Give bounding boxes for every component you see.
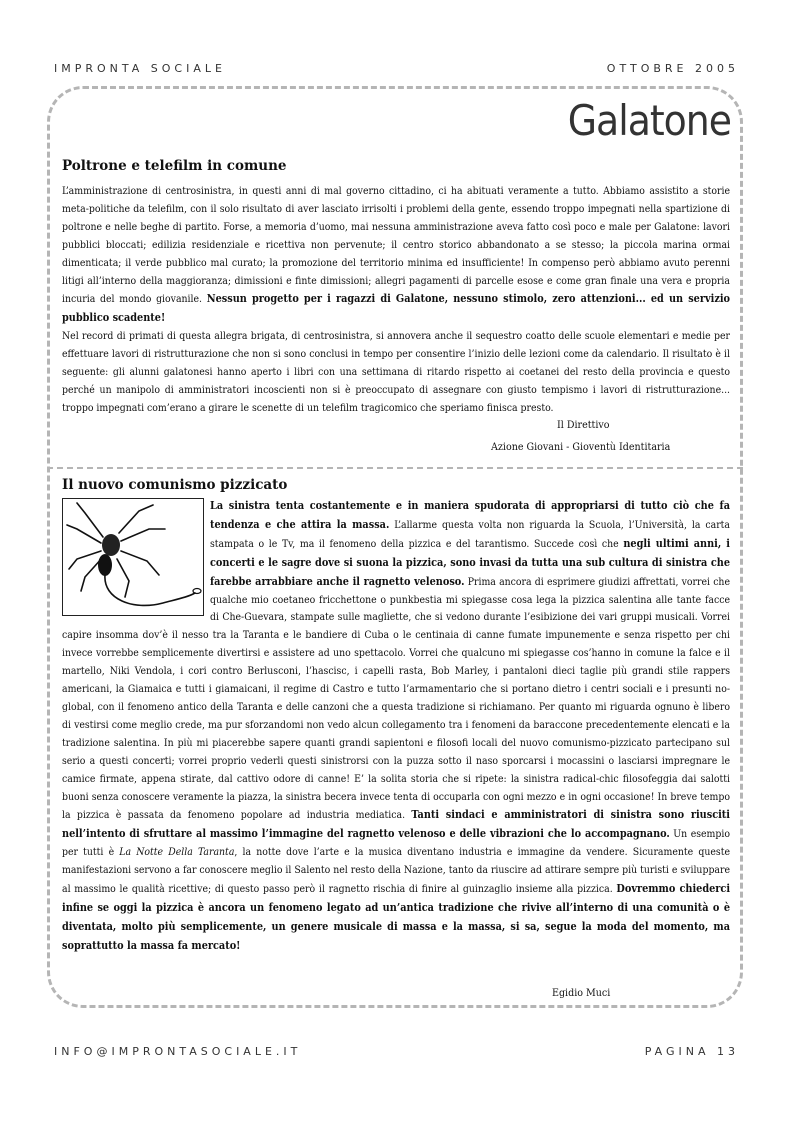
article2-bold-3: Tanti sindaci e amministratori di sinistra sono riusciti nell’intento di sfruttare al massimo l’immagine del ragnetto velenoso e delle vibrazioni che lo accompagnano. (62, 808, 730, 841)
article2-bold-2: negli ultimi anni, i concerti e le sagre dove si suona la pizzica, sono invasi da tutta una sub cultura di sinistra che farebbe arrabbiare anche il ragnetto velenoso. (210, 536, 730, 588)
article2-text-2: Prima ancora di esprimere giudizi affrettati, vorrei che qualche mio coetaneo fricchettone o punkbestia mi spiegasse cosa lega la pizzica salentina alle tante facce di Che-Guevara, stampate sulle magliette, che si vedono durante l’esibizione dei vari gruppi musicali. Vorrei capire insomma dov’è il nesso tra la Taranta e le bandiere di Cuba o le centinaia di canne fumate impunemente e senza rispetto per chi invece vorrebbe semplicemente divertirsi e assistere ad uno spettacolo. Vorrei che qualcuno mi spiegasse cos’hanno in comune la falce e il martello, Niki Vendola, i cori contro Berlusconi, l’hascisc, i capelli rasta, Bob Marley, i pantaloni dieci taglie più grandi stile rappers americani, la Giamaica e tutti i giamaicani, il regime di Castro e tutto l’armamentario che si portano dietro i centri sociali e i presunti no-global, con il fenomeno antico della Taranta e delle canzoni che a questa tradizione si richiamano. Per quanto mi riguarda ognuno è libero di vestirsi come meglio crede, ma pur sforzandomi non vedo alcun collegamento tra i fenomeni da baraccone precedentemente elencati e la tradizione salentina. In più mi piacerebbe sapere quanti grandi sapientoni e filosofi locali del nuovo comunismo-pizzicato partecipano sul serio a questi concerti; vorrei proprio vederli questi sinistrorsi con la puzza sotto il naso sporcarsi i mocassini o lasciarsi impregnare le camice firmate, appena stirate, dal cattivo odore di canne! E’ la solita storia che si ripete: la sinistra radical-chic filosofeggia dai salotti buoni senza conoscere veramente la piazza, la sinistra becera invece tenta di occuparla con ogni mezzo e in ogni occasione! In breve tempo la pizzica è passata da fenomeno popolare ad industria mediatica. (62, 575, 730, 822)
article2-text-4: , la notte dove l’arte e la musica diventano industria e immagine da vendere. Sicuramente queste manifestazioni servono a far conoscere meglio il Salento nel resto della Nazione, tanto da riuscire ad attirare sempre più turisti e sviluppare al massimo le qualità ricettive; di questo passo però il ragnetto rischia di finire al guinzaglio insieme alla pizzica. (62, 846, 730, 896)
spider-illustration (62, 498, 204, 616)
page-title: Galatone (567, 96, 731, 145)
publication-name: IMPRONTA SOCIALE (54, 62, 226, 75)
article1-p1: L’amministrazione di centrosinistra, in questi anni di mal governo cittadino, ci ha abituati veramente a tutto. Abbiamo assistito a storie meta-politiche da telefilm, con il solo risultato di aver lasciato irrisolti i problemi della gente, essendo troppo impegnati nella spartizione di poltrone e nelle beghe di partito. Forse, a memoria d’uomo, mai nessuna amministrazione aveva fatto così poco e male per Galatone: lavori pubblici bloccati; edilizia residenziale e ricettiva non pervenute; il centro storico abbandonato a se stesso; la piccola marina ormai dimenticata; il verde pubblico mal curato; la promozione del territorio minima ed insufficiente! In compenso però abbiamo avuto perenni litigi all’interno della maggioranza; dimissioni e finte dimissioni; allegri pagamenti di parcelle esose e come gran finale una vera e propria incuria del mondo giovanile. (62, 185, 730, 306)
article2-body (62, 497, 730, 956)
article2-bold-4: Dovremmo chiederci infine se oggi la pizzica è ancora un fenomeno legato ad un’antica tradizione che rivive all’interno di una comunità o è diventata, molto più semplicemente, un genere musicale di massa e la massa, si sa, segue la moda del momento, ma soprattutto la massa fa mercato! (62, 882, 731, 952)
article1-title: Poltrone e telefilm in comune (62, 158, 287, 174)
article1-signature-line2: Azione Giovani - Gioventù Identitaria (491, 441, 671, 453)
article2-author: Egidio Muci (552, 987, 611, 999)
article1-signature-line1: Il Direttivo (557, 419, 610, 431)
article2-title: Il nuovo comunismo pizzicato (62, 477, 288, 493)
issue-date: OTTOBRE 2005 (606, 62, 739, 75)
article2-text-3: Un esempio per tutti è (62, 828, 731, 859)
spider-icon (63, 499, 203, 615)
section-divider (47, 467, 743, 469)
article2-italic-title: La Notte Della Taranta (119, 846, 235, 859)
article1-body (62, 183, 730, 418)
article1-p1-bold: Nessun progetto per i ragazzi di Galatone, nessuno stimolo, zero attenzioni... ed un servizio pubblico scadente! (62, 292, 730, 325)
contact-email: INFO@IMPRONTASOCIALE.IT (54, 1045, 302, 1058)
page-number: PAGINA 13 (644, 1045, 739, 1058)
article2-lead-bold: La sinistra tenta costantemente e in maniera spudorata di appropriarsi di tutto ciò che fa tendenza e che attira la massa. (210, 499, 730, 531)
article2-text-1: L’allarme questa volta non riguarda la Scuola, l’Università, la carta stampata o le Tv, ma il fenomeno della pizzica e del tarantismo. Succede così che (210, 518, 730, 550)
article1-p2: Nel record di primati di questa allegra brigata, di centrosinistra, si annovera anche il sequestro coatto delle scuole elementari e medie per effettuare lavori di ristrutturazione che non si sono conclusi in tempo per consentire l’inizio delle lezioni come da calendario. Il risultato è il seguente: gli alunni galatonesi hanno aperto i libri con una settimana di ritardo rispetto ai coetanei del resto della provincia e questo perché un manipolo di amministratori incoscienti non si è preoccupato di assegnare con giusto tempismo i lavori di ristrutturazione... troppo impegnati com’erano a girare le scenette di un telefilm tragicomico che speriamo finisca presto. (62, 330, 730, 414)
